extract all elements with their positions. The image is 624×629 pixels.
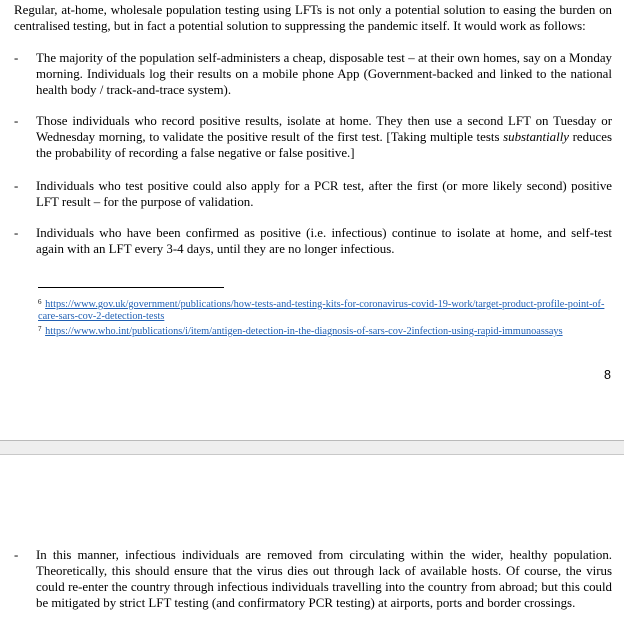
footnote-separator (38, 287, 224, 288)
footnote-number: 6 (38, 298, 42, 306)
bullet-dash: - (14, 51, 19, 65)
list-item-text: The majority of the population self-administers a cheap, disposable test – at their own homes, say on a Monday morning. Individuals log their results on a mobile phone App (Government-backed and linked to the national health body / track-and-trace system). (36, 51, 612, 97)
footnote-6 (38, 296, 612, 323)
bullet-dash: - (14, 548, 19, 562)
list-item-text: Individuals who have been confirmed as positive (i.e. infectious) continue to isolate at home, and self-test again with an LFT every 3-4 days, until they are no longer infectious. (36, 226, 612, 256)
bullet-dash: - (14, 114, 19, 128)
emphasis-text: substantially (503, 130, 569, 144)
bullet-dash: - (14, 179, 19, 193)
bullet-dash: - (14, 226, 19, 240)
footnote-7 (38, 323, 612, 338)
footnote-link[interactable]: https://www.who.int/publications/i/item/antigen-detection-in-the-diagnosis-of-sars-cov-2infection-using-rapid-immunoassays (45, 326, 563, 337)
intro-paragraph: Regular, at-home, wholesale population testing using LFTs is not only a potential solution to easing the burden on centralised testing, but in fact a potential solution to suppressing the pandemic itself. It would work as follows: (14, 3, 612, 33)
page-break-gap (0, 440, 624, 455)
list-item-text (36, 113, 612, 161)
list-item-text: In this manner, infectious individuals are removed from circulating within the wider, healthy population. Theoretically, this should ensure that the virus dies out through lack of available hosts. Of course, the virus could re-enter the country through infectious individuals travelling into the country from abroad; but this could be mitigated by strict LFT testing (and confirmatory PCR testing) at airports, ports and border crossings. (36, 548, 612, 610)
list-item-text-part: Those individuals who record positive results, isolate at home. They then use a second LFT on Tuesday or Wednesday morning, to validate the positive result of the first test. [Taking multiple tests (36, 114, 612, 144)
page-number: 8 (604, 368, 611, 382)
footnote-number: 7 (38, 325, 42, 333)
footnote-link[interactable]: https://www.gov.uk/government/publications/how-tests-and-testing-kits-for-coronavirus-covid-19-work/target-product-profile-point-of-care-sars-cov-2-detection-tests (38, 299, 605, 322)
list-item-text-part: reduces the probability of recording a false negative or false positive.] (36, 130, 613, 160)
list-item-text: Individuals who test positive could also apply for a PCR test, after the first (or more likely second) positive LFT result – for the purpose of validation. (36, 179, 612, 209)
